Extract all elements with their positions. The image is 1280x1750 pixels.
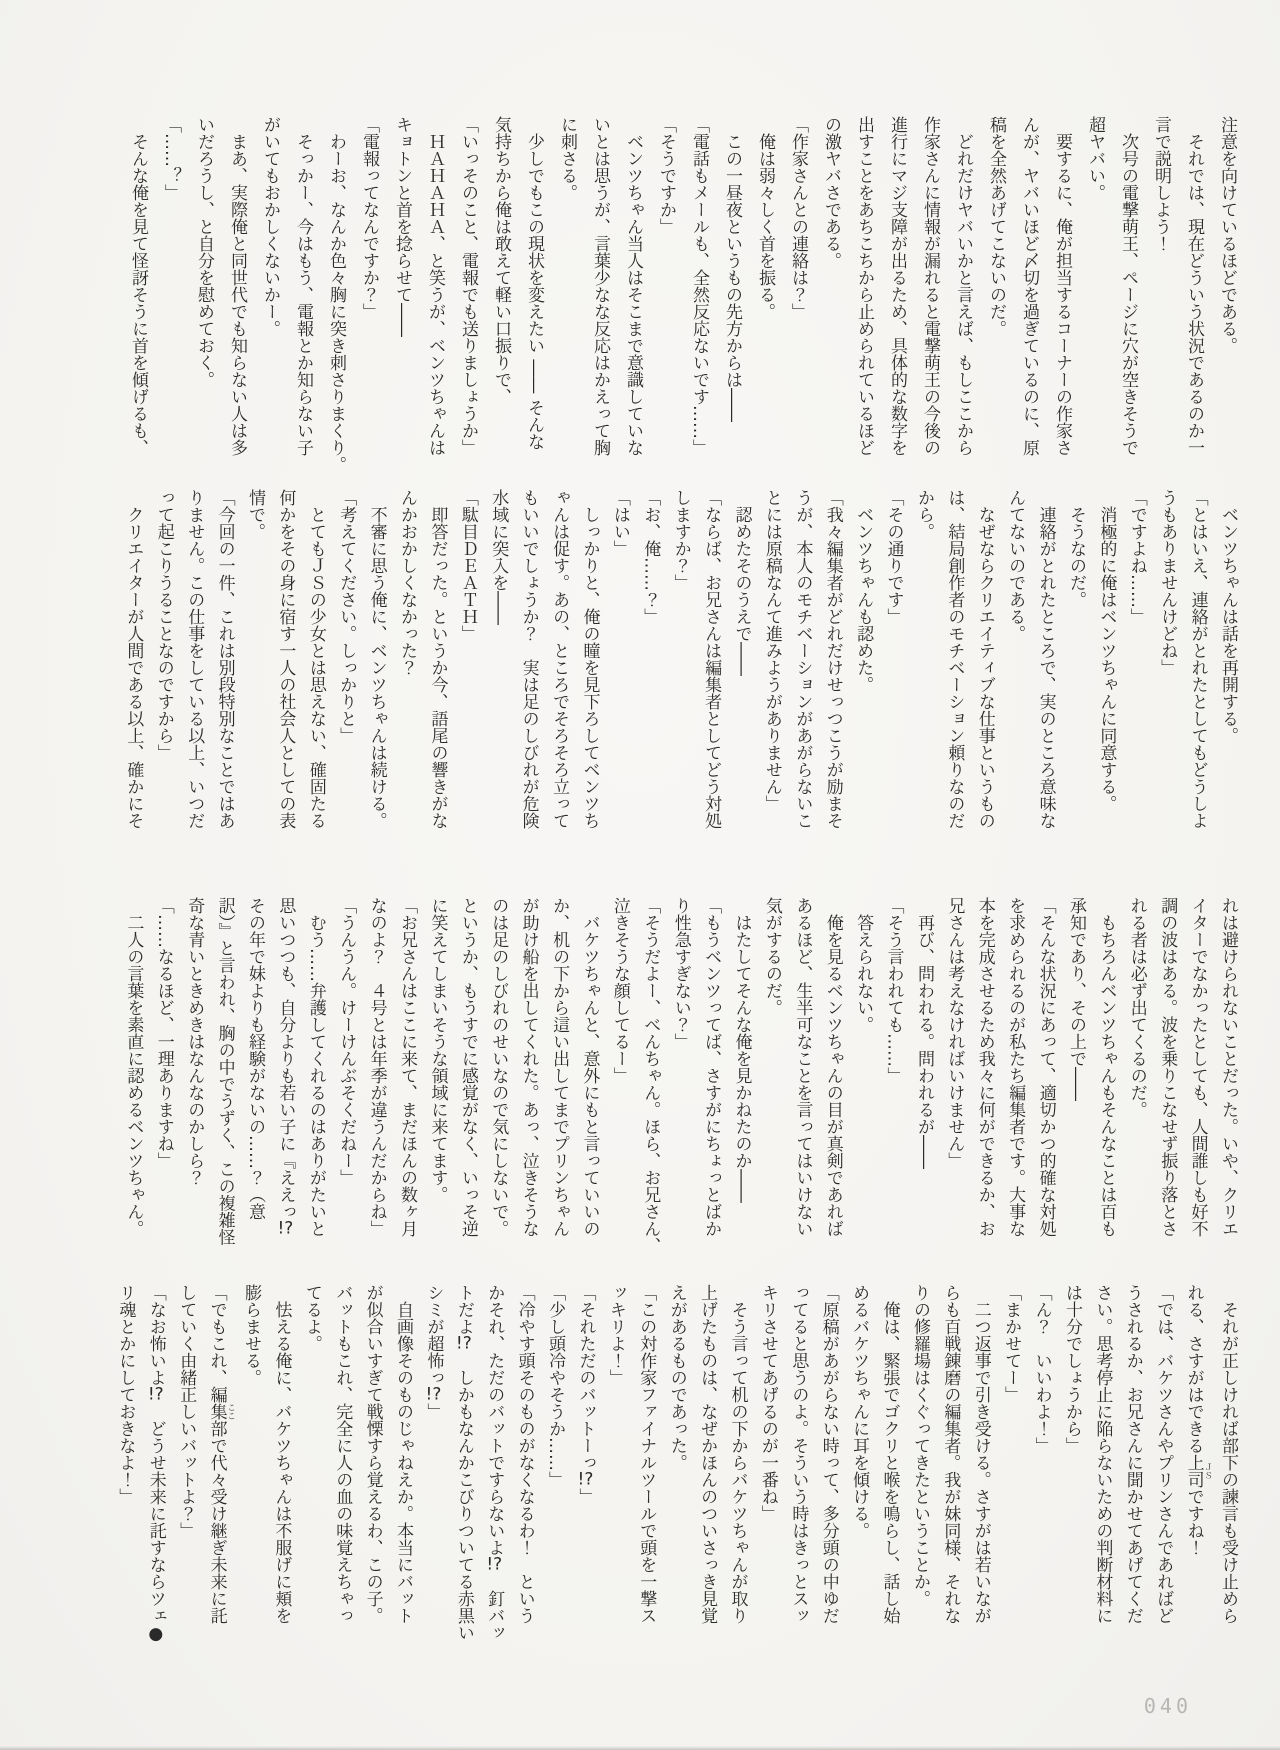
text-column: 二つ返事で引き受ける。さすがは若いなが bbox=[970, 1284, 991, 1624]
text-column: 言で説明しよう！ bbox=[1151, 116, 1171, 252]
text-column: 進行にマジ支障が出るため、具体的な数字を bbox=[887, 116, 907, 456]
text-column: ベンツちゃん当人はそこまで意識していな bbox=[623, 116, 643, 456]
text-column: 「考えてください。しっかりと」 bbox=[336, 489, 357, 744]
text-column: 「そう言われても……」 bbox=[883, 897, 904, 1084]
text-column: 膨らませる。 bbox=[241, 1284, 261, 1386]
text-column: 気がするのだ。 bbox=[761, 897, 782, 1016]
text-column: そっかー、今はもう、電報とか知らない子 bbox=[293, 116, 313, 456]
text-column: か、机の下から這い出してまでプリンちゃん bbox=[549, 897, 570, 1237]
text-column: が助け船を出してくれた。あっ、泣きそうな bbox=[518, 897, 539, 1237]
text-column: 連絡がとれたところで、実のところ意味な bbox=[1035, 489, 1056, 829]
text-column: 何かをその身に宿す一人の社会人としての表 bbox=[275, 489, 296, 829]
text-column: えがあるものであった。 bbox=[666, 1284, 687, 1471]
text-column: 作家さんに情報が漏れると電撃萌王の今後の bbox=[920, 116, 940, 456]
text-column: 認めたそのうえで―― bbox=[731, 489, 752, 676]
text-column: トだよ!? しかもなんかこびりついてる赤黒い bbox=[453, 1284, 474, 1641]
text-column: 「我々編集者がどれだけせっつこうが励まそ bbox=[822, 489, 843, 829]
text-column: の激ヤバさである。 bbox=[821, 116, 841, 269]
text-column: 「冷やす頭そのものがなくなるわ！ という bbox=[514, 1284, 535, 1624]
text-column: はたしてそんな俺を見かねたのか―― bbox=[731, 897, 752, 1203]
text-column: 「それただのバットーっ!?」 bbox=[575, 1284, 596, 1505]
text-column: 調の波はある。波を乗りこなせず振り落とさ bbox=[1157, 897, 1178, 1237]
text-column: とてもＪＳの少女とは思えない、確固たる bbox=[305, 489, 326, 829]
text-column: りません。この仕事をしている以上、いつだ bbox=[184, 489, 205, 829]
text-column: 少しでもこの現状を変えたい ―― そんな bbox=[524, 116, 544, 450]
text-block-3 bbox=[118, 897, 1243, 1254]
text-column: 「電報ってなんですか？」 bbox=[359, 116, 379, 320]
text-column: 「この対作家ファイナルツールで頭を一撃ス bbox=[636, 1284, 657, 1624]
text-column: れる、さすがはできる上司 ＪＳですね！ bbox=[1183, 1284, 1213, 1556]
text-column: 「原稿があがらない時って、多分頭の中ゆだ bbox=[818, 1284, 839, 1624]
text-column: 思いつつも、自分よりも若い子に『ええっ!? bbox=[275, 897, 296, 1237]
text-column: しっかりと、俺の瞳を見下ろしてベンツち bbox=[579, 489, 600, 829]
text-column: 奇な青いときめきはなんなのかしら？ bbox=[184, 897, 205, 1186]
text-column: 「そんな状況にあって、適切かつ的確な対処 bbox=[1035, 897, 1056, 1237]
text-block-4 bbox=[110, 1284, 1243, 1644]
text-column: は、結局創作者のモチベーション頼りなのだ bbox=[944, 489, 965, 829]
text-column: しますか？」 bbox=[670, 489, 691, 591]
text-column: 「電話もメールも、全然反応ないです……」 bbox=[689, 116, 709, 456]
text-column: まあ、実際俺と同世代でも知らない人は多 bbox=[227, 116, 247, 456]
text-column: 「とはいえ、連絡がとれたとしてもどうしよ bbox=[1187, 489, 1208, 829]
text-column: いだろうし、と自分を慰めておく。 bbox=[194, 116, 214, 388]
text-column: むう……弁護してくれるのはありがたいと bbox=[305, 897, 326, 1237]
text-column: って起こりうることなのですから」 bbox=[153, 489, 174, 761]
text-column: その年で妹よりも経験がないの……？（意 bbox=[245, 897, 265, 1220]
text-column: それが正しければ部下の諫言も受け止めら bbox=[1218, 1284, 1238, 1624]
text-column: 情で。 bbox=[245, 489, 265, 540]
text-column: イターでなかったとしても、人間誰しも好不 bbox=[1187, 897, 1208, 1237]
text-column: いとは思うが、言葉少なな反応はかえって胸 bbox=[590, 116, 610, 456]
text-column: 「お、俺……？」 bbox=[640, 489, 661, 625]
text-column: に刺さる。 bbox=[557, 116, 577, 201]
text-column: それでは、現在どういう状況であるのか一 bbox=[1184, 116, 1204, 456]
text-column: に笑えてしまいそうな領域に来てます。 bbox=[427, 897, 448, 1203]
text-column: がいてもおかしくないかー。 bbox=[260, 116, 280, 337]
text-column: 上げたものは、なぜかほんのついさっき見覚 bbox=[697, 1284, 718, 1624]
text-column: 再び、問われる。問われるが―― bbox=[913, 897, 934, 1169]
ruby-annotated-word: 上司 ＪＳ bbox=[1183, 1454, 1213, 1488]
text-column: てるよ。 bbox=[301, 1284, 322, 1352]
text-column: を求められるのが私たち編集者です。大事な bbox=[1005, 897, 1026, 1237]
text-column: 「うんうん。けーけんぶそくだねー」 bbox=[336, 897, 357, 1186]
tate-chu-yoko: !? bbox=[486, 1556, 503, 1573]
text-column: 俺を見るベンツちゃんの目が真剣であれば bbox=[822, 897, 843, 1237]
text-column: 俺は、緊張でゴクリと喉を鳴らし、話し始 bbox=[879, 1284, 900, 1624]
text-column: キリさせてあげるのが一番ね」 bbox=[757, 1284, 778, 1522]
text-column: なのよ？ ４号とは年季が違うんだからね」 bbox=[366, 897, 387, 1237]
text-column: もいいでしょうか？ 実は足のしびれが危険 bbox=[518, 489, 539, 829]
text-column: から。 bbox=[913, 489, 934, 540]
text-column: わーお、なんか色々胸に突き刺さりまくり。 bbox=[326, 116, 346, 473]
text-column: 消極的に俺はベンツちゃんに同意する。 bbox=[1096, 489, 1117, 812]
text-column: うされるか、お兄さんに聞かせてあげてくだ bbox=[1122, 1284, 1143, 1624]
text-column: 「作家さんとの連絡は？」 bbox=[788, 116, 808, 320]
page-bottom-edge bbox=[0, 1746, 1280, 1750]
text-column: ベンツちゃんは話を再開する。 bbox=[1218, 489, 1238, 744]
text-column: 「はい」 bbox=[609, 489, 630, 557]
text-column: 「そうだよー、べんちゃん。ほら、お兄さん、 bbox=[640, 897, 661, 1254]
tate-chu-yoko: !? bbox=[425, 1386, 442, 1403]
text-column: なぜならクリエイティブな仕事というもの bbox=[974, 489, 995, 829]
text-column: 「今回の一件、これは別段特別なことではあ bbox=[214, 489, 235, 829]
text-column: れは避けられないことだった。いや、クリエ bbox=[1218, 897, 1238, 1237]
text-column: 注意を向けているほどである。 bbox=[1217, 116, 1237, 354]
text-column: 本を完成させるため我々に何ができるか、お bbox=[974, 897, 995, 1237]
text-column: バットもこれ、完全に人の血の味覚えちゃっ bbox=[332, 1284, 353, 1624]
ruby-annotated-word: 編集部 ここ bbox=[206, 1386, 236, 1437]
text-column: シミが超怖っ!?」 bbox=[423, 1284, 444, 1420]
text-column: リ魂とかにしておきなよ！」 bbox=[115, 1284, 136, 1505]
text-column: 「でもこれ、編集部 ここで代々受け継ぎ未来に託 bbox=[206, 1284, 236, 1624]
text-column: 「まかせてー」 bbox=[1001, 1284, 1022, 1403]
text-block-2 bbox=[118, 489, 1243, 834]
tate-chu-yoko: !? bbox=[455, 1335, 472, 1352]
text-column: 「では、バケツさんやプリンさんであればど bbox=[1153, 1284, 1174, 1624]
text-column: 超ヤバい。 bbox=[1085, 116, 1105, 201]
text-column: ゃんは促す。あの、ところでそろそろ立って bbox=[549, 489, 570, 829]
text-column: 怯える俺に、バケツちゃんは不服げに頬を bbox=[271, 1284, 292, 1624]
text-column: 「お兄さんはここに来て、まだほんの数ヶ月 bbox=[397, 897, 418, 1237]
text-column: そう言って机の下からバケツちゃんが取り bbox=[727, 1284, 748, 1624]
page-number: 040 bbox=[1143, 1694, 1192, 1718]
text-column: どれだけヤバいかと言えば、もしここから bbox=[953, 116, 973, 456]
text-column: 訳）』と言われ、胸の中でうずく、この複雑怪 bbox=[214, 897, 235, 1246]
text-column: 「駄目ＤＥＡＴＨ」 bbox=[457, 489, 478, 642]
text-column: 「そうですか」 bbox=[656, 116, 676, 235]
text-column: 「ならば、お兄さんは編集者としてどう対処 bbox=[701, 489, 722, 829]
text-column: そうなのだ。 bbox=[1065, 489, 1086, 608]
text-column: ってると思うのよ。そういう時はきっとスッ bbox=[788, 1284, 809, 1624]
text-column: んが、ヤバいほど〆切を過ぎているのに、原 bbox=[1019, 116, 1039, 456]
text-column: キョトンと首を捻らせて―― bbox=[392, 116, 412, 337]
tate-chu-yoko: !? bbox=[147, 1386, 164, 1403]
text-column: 「……？」 bbox=[161, 116, 181, 201]
tate-chu-yoko: !? bbox=[277, 1220, 294, 1237]
text-column: 「少し頭冷やそうか……」 bbox=[545, 1284, 566, 1488]
text-column: うが、本人のモチベーションがあがらないこ bbox=[792, 489, 813, 829]
text-column: ベンツちゃんも認めた。 bbox=[853, 489, 874, 693]
text-column: んてないのである。 bbox=[1005, 489, 1026, 642]
text-column: 答えられない。 bbox=[853, 897, 874, 1033]
text-column: とには原稿なんて進みようがありません」 bbox=[761, 489, 782, 812]
text-column: 要するに、俺が担当するコーナーの作家さ bbox=[1052, 116, 1072, 456]
text-column: んかおかしくなかった？ bbox=[397, 489, 418, 676]
text-column: さい。思考停止に陥らないための判断材料に bbox=[1092, 1284, 1113, 1624]
text-column: 二人の言葉を素直に認めるベンツちゃん。 bbox=[123, 897, 144, 1237]
text-column: 出すことをあちこちから止められているほど bbox=[854, 116, 874, 456]
text-column: めるバケツちゃんに耳を傾ける。 bbox=[849, 1284, 870, 1539]
text-column: 「ですよね……」 bbox=[1126, 489, 1147, 625]
text-column: かそれ、ただのバットですらないよ!? 釘バッ bbox=[484, 1284, 505, 1641]
text-column: 「ん？ いいわよ！」 bbox=[1031, 1284, 1052, 1454]
text-column: バケツちゃんと、意外にもと言っていいの bbox=[579, 897, 600, 1237]
tate-chu-yoko: !? bbox=[577, 1471, 594, 1488]
text-column: あるほど、生半可なことを言ってはいけない bbox=[792, 897, 813, 1237]
text-column: 次号の電撃萌王、ページに穴が空きそうで bbox=[1118, 116, 1138, 456]
text-column: そんな俺を見て怪訝そうに首を傾げるも、 bbox=[128, 116, 148, 456]
text-column: していく由緒正しいバットよ？」 bbox=[176, 1284, 197, 1539]
text-column: れる者は必ず出てくるのだ。 bbox=[1126, 897, 1147, 1118]
text-column: 「いっそのこと、電報でも送りましょうか」 bbox=[458, 116, 478, 456]
text-column: は十分でしょうから」 bbox=[1061, 1284, 1082, 1454]
text-column: りの修羅場はくぐってきたということか。 bbox=[909, 1284, 930, 1607]
text-column: が似合いすぎて戦慄すら覚えるわ、この子。 bbox=[362, 1284, 383, 1624]
text-column: というか、もうすでに感覚がなく、いっそ逆 bbox=[457, 897, 478, 1237]
text-column: うもありませんけどね」 bbox=[1157, 489, 1178, 676]
text-column: り性急すぎない？」 bbox=[670, 897, 691, 1050]
text-column: 不審に思う俺に、ベンツちゃんは続ける。 bbox=[366, 489, 387, 829]
text-column: ッキリよ！」 bbox=[605, 1284, 626, 1386]
text-column: 俺は弱々しく首を振る。 bbox=[755, 116, 775, 320]
text-column: 兄さんは考えなければいけません」 bbox=[944, 897, 965, 1169]
text-column: 泣きそうな顔してるー」 bbox=[609, 897, 630, 1084]
text-block-1 bbox=[121, 116, 1243, 473]
text-column: クリエイターが人間である以上、確かにそ bbox=[123, 489, 144, 829]
text-column: らも百戦錬磨の編集者。我が妹同様、それな bbox=[940, 1284, 961, 1624]
text-column: 「もうベンツってば、さすがにちょっとばか bbox=[701, 897, 722, 1237]
text-column: 水域に突入を―― bbox=[488, 489, 509, 625]
text-column: 気持ちから俺は敢えて軽い口振りで、 bbox=[491, 116, 511, 405]
text-column: のは足のしびれのせいなので気にしないで。 bbox=[488, 897, 509, 1237]
text-column: 承知であり、その上で―― bbox=[1065, 897, 1086, 1101]
text-column: 稿を全然あげてこないのだ。 bbox=[986, 116, 1006, 337]
text-column: 即答だった。というか今、語尾の響きがな bbox=[427, 489, 448, 829]
text-column: 「なお怖いよ!? どうせ未来に託すならツェ● bbox=[145, 1284, 166, 1644]
text-column: もちろんベンツちゃんもそんなことは百も bbox=[1096, 897, 1117, 1237]
text-column: 「その通りです」 bbox=[883, 489, 904, 625]
text-column: この一昼夜というもの先方からは―― bbox=[722, 116, 742, 422]
text-column: ＨＡＨＡＨＡ、と笑うが、ベンツちゃんは bbox=[425, 116, 445, 456]
text-column: 「……なるほど、一理ありますね」 bbox=[153, 897, 174, 1169]
text-column: 自画像そのものじゃねえか。本当にバット bbox=[393, 1284, 414, 1624]
